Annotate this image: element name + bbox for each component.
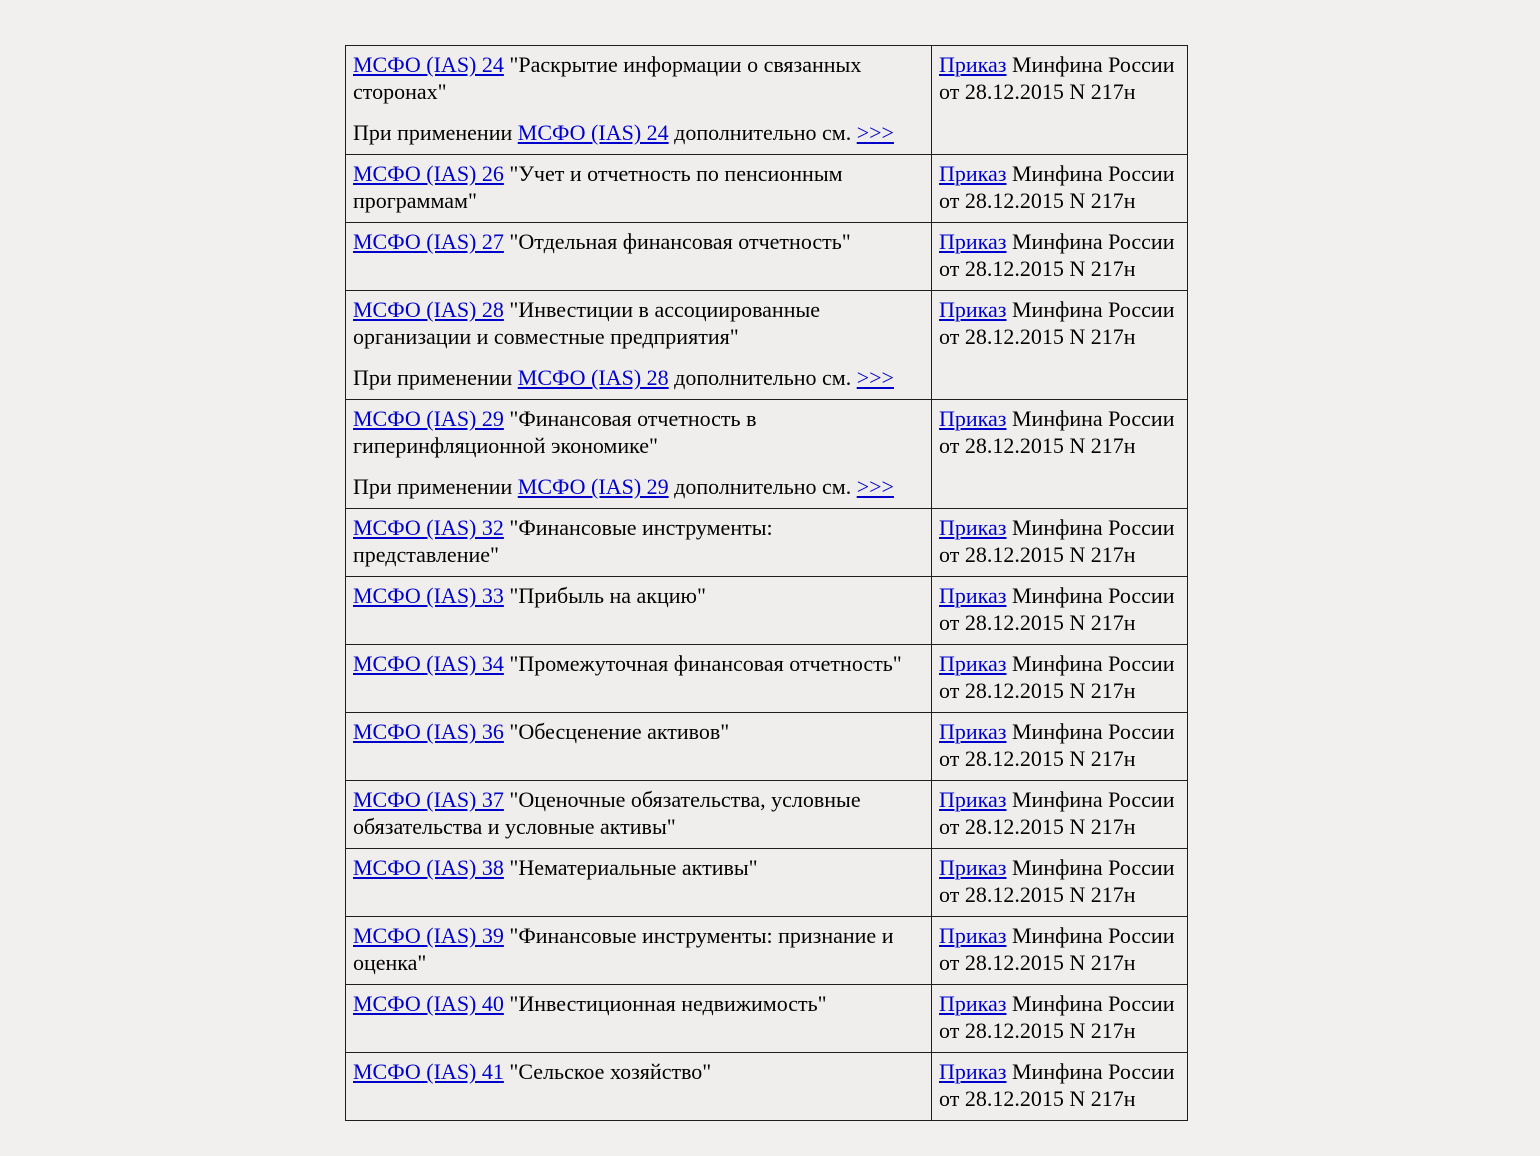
standard-title-line <box>353 229 851 254</box>
standard-cell <box>346 577 932 645</box>
order-cell <box>932 577 1188 645</box>
order-link[interactable]: Приказ <box>939 923 1007 948</box>
order-link[interactable]: Приказ <box>939 651 1007 676</box>
standard-cell <box>346 917 932 985</box>
order-cell <box>932 1053 1188 1121</box>
order-link[interactable]: Приказ <box>939 406 1007 431</box>
order-link[interactable]: Приказ <box>939 161 1007 186</box>
standard-link[interactable]: МСФО (IAS) 39 <box>353 923 504 948</box>
note-standard-link[interactable]: МСФО (IAS) 24 <box>517 120 669 145</box>
table-row <box>346 46 1188 155</box>
table-row <box>346 849 1188 917</box>
order-cell <box>932 645 1188 713</box>
table-row <box>346 223 1188 291</box>
standard-cell <box>346 849 932 917</box>
standard-title: "Финансовые инструменты: признание и оценка" <box>353 923 894 975</box>
table-row <box>346 400 1188 509</box>
standard-title: "Обесценение активов" <box>509 719 730 744</box>
note-paragraph <box>353 364 923 391</box>
standards-table-container <box>345 45 1188 1121</box>
order-cell <box>932 849 1188 917</box>
table-row <box>346 291 1188 400</box>
order-cell <box>932 509 1188 577</box>
standard-link[interactable]: МСФО (IAS) 28 <box>353 297 504 322</box>
standard-title: "Оценочные обязательства, условные обязательства и условные активы" <box>353 787 861 839</box>
table-row <box>346 509 1188 577</box>
order-link[interactable]: Приказ <box>939 1059 1007 1084</box>
standard-title-line <box>353 297 820 349</box>
order-link[interactable]: Приказ <box>939 855 1007 880</box>
standard-title: "Промежуточная финансовая отчетность" <box>509 651 902 676</box>
order-text: Минфина России от 28.12.2015 N 217н <box>939 297 1175 349</box>
note-more-link[interactable]: >>> <box>856 365 894 390</box>
standard-cell <box>346 509 932 577</box>
standard-title: "Отдельная финансовая отчетность" <box>509 229 851 254</box>
standard-title: "Сельское хозяйство" <box>509 1059 712 1084</box>
standard-link[interactable]: МСФО (IAS) 33 <box>353 583 504 608</box>
table-row <box>346 781 1188 849</box>
note-suffix: дополнительно см. <box>668 365 857 390</box>
note-paragraph <box>353 119 923 146</box>
standard-link[interactable]: МСФО (IAS) 36 <box>353 719 504 744</box>
table-row <box>346 917 1188 985</box>
standard-title-line <box>353 719 729 744</box>
standard-title: "Прибыль на акцию" <box>509 583 706 608</box>
standard-cell <box>346 223 932 291</box>
standard-link[interactable]: МСФО (IAS) 37 <box>353 787 504 812</box>
order-text: Минфина России от 28.12.2015 N 217н <box>939 583 1175 635</box>
order-link[interactable]: Приказ <box>939 297 1007 322</box>
note-standard-link[interactable]: МСФО (IAS) 28 <box>517 365 669 390</box>
standard-title: "Финансовая отчетность в гиперинфляционной экономике" <box>353 406 757 458</box>
order-cell <box>932 223 1188 291</box>
ias-standards-table <box>345 45 1188 1121</box>
order-cell <box>932 400 1188 509</box>
note-prefix: При применении <box>353 120 518 145</box>
standard-cell <box>346 46 932 155</box>
standard-link[interactable]: МСФО (IAS) 27 <box>353 229 504 254</box>
standard-title: "Раскрытие информации о связанных сторонах" <box>353 52 862 104</box>
standard-cell <box>346 645 932 713</box>
standard-title: "Инвестиции в ассоциированные организации и совместные предприятия" <box>353 297 821 349</box>
order-cell <box>932 713 1188 781</box>
standard-cell <box>346 291 932 400</box>
order-link[interactable]: Приказ <box>939 515 1007 540</box>
standard-title: "Учет и отчетность по пенсионным программам" <box>353 161 843 213</box>
standard-link[interactable]: МСФО (IAS) 34 <box>353 651 504 676</box>
order-text: Минфина России от 28.12.2015 N 217н <box>939 719 1175 771</box>
order-link[interactable]: Приказ <box>939 229 1007 254</box>
table-row <box>346 1053 1188 1121</box>
standard-cell <box>346 1053 932 1121</box>
standard-title-line <box>353 583 706 608</box>
note-more-link[interactable]: >>> <box>856 120 894 145</box>
order-text: Минфина России от 28.12.2015 N 217н <box>939 229 1175 281</box>
standard-cell <box>346 985 932 1053</box>
standard-title-line <box>353 161 843 213</box>
order-text: Минфина России от 28.12.2015 N 217н <box>939 787 1175 839</box>
standard-title-line <box>353 52 861 104</box>
standard-title-line <box>353 787 861 839</box>
standard-link[interactable]: МСФО (IAS) 26 <box>353 161 504 186</box>
standard-cell <box>346 155 932 223</box>
order-link[interactable]: Приказ <box>939 52 1007 77</box>
note-suffix: дополнительно см. <box>668 120 857 145</box>
table-row <box>346 577 1188 645</box>
order-text: Минфина России от 28.12.2015 N 217н <box>939 406 1175 458</box>
order-cell <box>932 917 1188 985</box>
order-text: Минфина России от 28.12.2015 N 217н <box>939 651 1175 703</box>
order-cell <box>932 155 1188 223</box>
order-link[interactable]: Приказ <box>939 719 1007 744</box>
order-cell <box>932 291 1188 400</box>
order-text: Минфина России от 28.12.2015 N 217н <box>939 855 1175 907</box>
standard-cell <box>346 781 932 849</box>
note-more-link[interactable]: >>> <box>856 474 894 499</box>
standard-link[interactable]: МСФО (IAS) 32 <box>353 515 504 540</box>
standard-title-line <box>353 991 827 1016</box>
table-row <box>346 645 1188 713</box>
standard-link[interactable]: МСФО (IAS) 38 <box>353 855 504 880</box>
standard-title: "Инвестиционная недвижимость" <box>509 991 827 1016</box>
order-link[interactable]: Приказ <box>939 787 1007 812</box>
table-row <box>346 985 1188 1053</box>
note-prefix: При применении <box>353 365 518 390</box>
standard-link[interactable]: МСФО (IAS) 40 <box>353 991 504 1016</box>
standard-title: "Финансовые инструменты: представление" <box>353 515 773 567</box>
order-text: Минфина России от 28.12.2015 N 217н <box>939 52 1175 104</box>
standard-link[interactable]: МСФО (IAS) 29 <box>353 406 504 431</box>
standard-title-line <box>353 1059 711 1084</box>
standard-title-line <box>353 515 773 567</box>
order-text: Минфина России от 28.12.2015 N 217н <box>939 991 1175 1043</box>
table-row <box>346 155 1188 223</box>
note-prefix: При применении <box>353 474 518 499</box>
order-cell <box>932 781 1188 849</box>
order-cell <box>932 46 1188 155</box>
standard-title: "Нематериальные активы" <box>509 855 758 880</box>
order-text: Минфина России от 28.12.2015 N 217н <box>939 923 1175 975</box>
order-text: Минфина России от 28.12.2015 N 217н <box>939 1059 1175 1111</box>
order-text: Минфина России от 28.12.2015 N 217н <box>939 515 1175 567</box>
order-link[interactable]: Приказ <box>939 583 1007 608</box>
note-paragraph <box>353 473 923 500</box>
standard-link[interactable]: МСФО (IAS) 41 <box>353 1059 504 1084</box>
order-cell <box>932 985 1188 1053</box>
standard-title-line <box>353 651 902 676</box>
standard-title-line <box>353 923 893 975</box>
note-standard-link[interactable]: МСФО (IAS) 29 <box>517 474 669 499</box>
standard-link[interactable]: МСФО (IAS) 24 <box>353 52 504 77</box>
standard-cell <box>346 400 932 509</box>
standard-title-line <box>353 406 756 458</box>
standard-cell <box>346 713 932 781</box>
order-link[interactable]: Приказ <box>939 991 1007 1016</box>
order-text: Минфина России от 28.12.2015 N 217н <box>939 161 1175 213</box>
note-suffix: дополнительно см. <box>668 474 857 499</box>
table-row <box>346 713 1188 781</box>
standard-title-line <box>353 855 758 880</box>
